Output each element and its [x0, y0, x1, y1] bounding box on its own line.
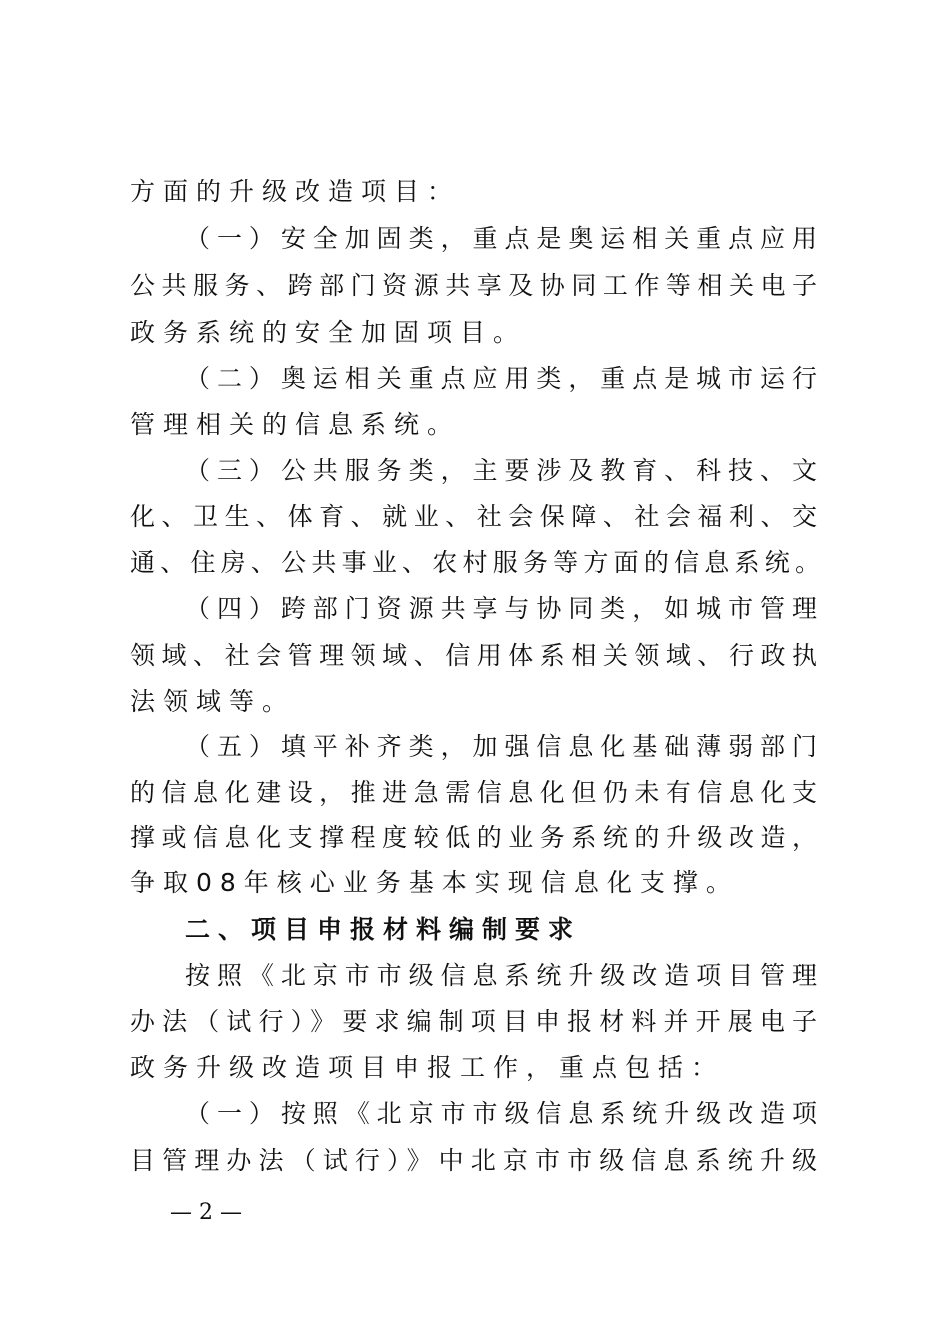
text-line: （一）按照《北京市市级信息系统升级改造项 [185, 1099, 817, 1128]
text-line: 公共服务、跨部门资源共享及协同工作等相关电子 [130, 271, 817, 300]
text-line: 通、住房、公共事业、农村服务等方面的信息系统。 [130, 548, 820, 577]
text-line: （五）填平补齐类，加强信息化基础薄弱部门 [185, 732, 817, 761]
text-line: 政务升级改造项目申报工作，重点包括： [130, 1053, 725, 1082]
text-line: 政务系统的安全加固项目。 [130, 318, 527, 347]
text-line: （一）安全加固类，重点是奥运相关重点应用 [185, 224, 817, 253]
text-line: 按照《北京市市级信息系统升级改造项目管理 [185, 961, 817, 990]
text-line: 法领域等。 [130, 687, 296, 716]
text-line: （四）跨部门资源共享与协同类，如城市管理 [185, 594, 817, 623]
text-line: 化、卫生、体育、就业、社会保障、社会福利、交 [130, 502, 817, 531]
text-line: 办法（试行）》要求编制项目申报材料并开展电子 [130, 1007, 817, 1036]
text-line: 方面的升级改造项目： [130, 177, 461, 206]
section-heading: 二、项目申报材料编制要求 [185, 915, 582, 944]
text-line: （三）公共服务类，主要涉及教育、科技、文 [185, 456, 817, 485]
text-line: 目管理办法（试行）》中北京市市级信息系统升级 [130, 1146, 817, 1175]
text-line: （二）奥运相关重点应用类，重点是城市运行 [185, 364, 817, 393]
text-line: 领域、社会管理领域、信用体系相关领域、行政执 [130, 641, 817, 670]
text-line: 争取08年核心业务基本实现信息化支撑。 [130, 868, 739, 897]
text-line: 的信息化建设，推进急需信息化但仍未有信息化支 [130, 778, 817, 807]
page-number: — 2 — [170, 1200, 242, 1225]
text-line: 管理相关的信息系统。 [130, 410, 461, 439]
text-line: 撑或信息化支撑程度较低的业务系统的升级改造， [130, 823, 817, 852]
